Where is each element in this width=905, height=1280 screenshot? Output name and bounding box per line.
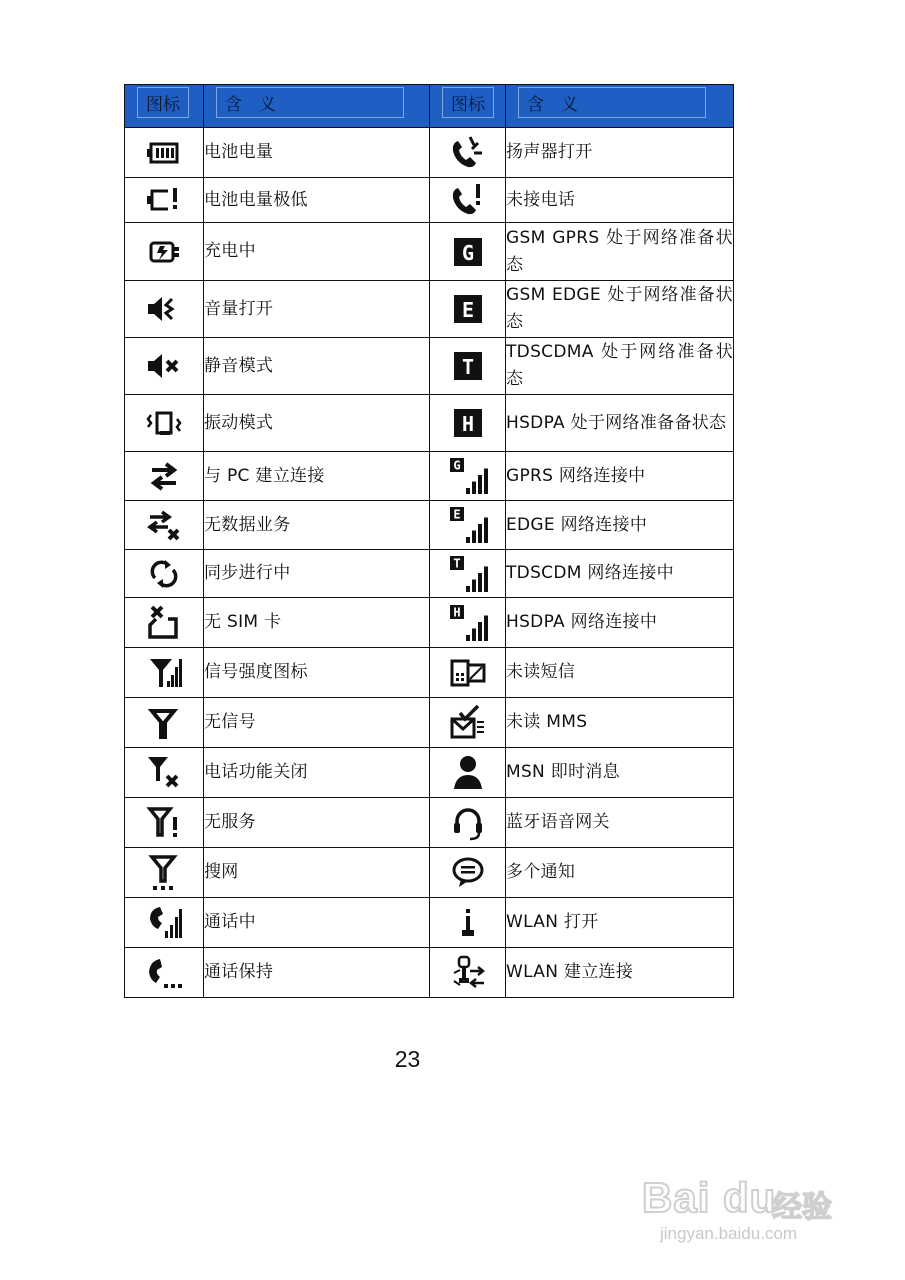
watermark-brand: Bai du (642, 1174, 777, 1221)
icon-meaning: 静音模式 (204, 338, 430, 395)
table-row (125, 338, 734, 395)
svg-text:G: G (452, 458, 461, 473)
svg-text:H: H (461, 412, 474, 436)
icon-cell (430, 223, 506, 281)
icon-cell (430, 281, 506, 338)
icon-meaning: 蓝牙语音网关 (506, 798, 734, 848)
table-row (125, 550, 734, 598)
icon-cell (125, 550, 204, 598)
gprs-signal-icon (448, 456, 488, 496)
icon-cell (125, 748, 204, 798)
icon-cell (430, 648, 506, 698)
wlan-on-icon (448, 903, 488, 943)
no-signal-icon (144, 703, 184, 743)
icon-cell (430, 848, 506, 898)
no-service-icon (144, 803, 184, 843)
icon-cell (125, 501, 204, 550)
icon-cell (125, 281, 204, 338)
icon-cell (125, 395, 204, 452)
icon-cell (125, 338, 204, 395)
icon-meaning: 未接电话 (506, 178, 734, 223)
vibrate-icon (144, 403, 184, 443)
battery-full-icon (144, 133, 184, 173)
icon-meaning: 电池电量极低 (204, 178, 430, 223)
msn-icon (448, 753, 488, 793)
table-row (125, 598, 734, 648)
table-row (125, 452, 734, 501)
icon-cell (125, 948, 204, 998)
header-meaning-col-2: 含 义 (506, 85, 734, 128)
icon-cell (125, 798, 204, 848)
svg-text:H: H (452, 605, 461, 619)
icon-meaning: 电话功能关闭 (204, 748, 430, 798)
header-meaning-col-1: 含 义 (204, 85, 430, 128)
table-row (125, 128, 734, 178)
icon-meaning: WLAN 建立连接 (506, 948, 734, 998)
table-header-row (125, 85, 734, 128)
in-call-icon (144, 903, 184, 943)
header-icon-col-1: 图标 (125, 85, 204, 128)
table-row (125, 501, 734, 550)
no-data-icon (144, 505, 184, 545)
phone-off-icon (144, 753, 184, 793)
icon-meaning: 未读短信 (506, 648, 734, 698)
searching-network-icon (144, 853, 184, 893)
icon-cell (125, 178, 204, 223)
table-row (125, 178, 734, 223)
edge-e-icon (448, 289, 488, 329)
icon-meaning: 与 PC 建立连接 (204, 452, 430, 501)
multiple-notifications-icon (448, 853, 488, 893)
pc-connect-icon (144, 456, 184, 496)
icon-meaning: 通话保持 (204, 948, 430, 998)
icon-meaning: 搜网 (204, 848, 430, 898)
missed-call-icon (448, 180, 488, 220)
icon-meaning: GSM GPRS 处于网络准备状态 (506, 223, 734, 281)
table-row (125, 395, 734, 452)
icon-meaning: WLAN 打开 (506, 898, 734, 948)
icon-meaning: HSDPA 网络连接中 (506, 598, 734, 648)
icon-cell (430, 128, 506, 178)
speaker-on-icon (448, 133, 488, 173)
icon-cell (430, 748, 506, 798)
icon-meaning: 未读 MMS (506, 698, 734, 748)
icon-meaning: GSM EDGE 处于网络准备状态 (506, 281, 734, 338)
icon-cell (125, 848, 204, 898)
icon-meaning: 音量打开 (204, 281, 430, 338)
icon-cell (430, 395, 506, 452)
icon-cell (125, 452, 204, 501)
svg-text:E: E (461, 298, 474, 322)
tdscdm-signal-icon (448, 554, 488, 594)
table-row (125, 698, 734, 748)
icon-meaning: 无数据业务 (204, 501, 430, 550)
icon-cell (430, 598, 506, 648)
icon-cell (125, 648, 204, 698)
icon-cell (430, 501, 506, 550)
status-icon-table (124, 84, 734, 998)
icon-meaning: 无 SIM 卡 (204, 598, 430, 648)
icon-meaning: 电池电量 (204, 128, 430, 178)
watermark-url: jingyan.baidu.com (660, 1224, 798, 1243)
table-row (125, 798, 734, 848)
table-row (125, 948, 734, 998)
call-hold-icon (144, 953, 184, 993)
sync-icon (144, 554, 184, 594)
icon-cell (430, 452, 506, 501)
icon-meaning: GPRS 网络连接中 (506, 452, 734, 501)
svg-text:T: T (461, 355, 474, 379)
table-row (125, 848, 734, 898)
icon-cell (430, 338, 506, 395)
volume-on-icon (144, 289, 184, 329)
icon-meaning: 充电中 (204, 223, 430, 281)
icon-meaning: 无信号 (204, 698, 430, 748)
table-row (125, 648, 734, 698)
gprs-g-icon (448, 232, 488, 272)
icon-cell (430, 948, 506, 998)
page-number: 23 (394, 1046, 421, 1072)
svg-text:E: E (452, 507, 461, 522)
no-sim-icon (144, 603, 184, 643)
signal-strength-icon (144, 653, 184, 693)
icon-cell (125, 223, 204, 281)
edge-signal-icon (448, 505, 488, 545)
table-row (125, 898, 734, 948)
icon-cell (430, 178, 506, 223)
icon-meaning: EDGE 网络连接中 (506, 501, 734, 550)
icon-cell (430, 798, 506, 848)
mute-icon (144, 346, 184, 386)
baidu-jingyan-watermark (642, 1148, 882, 1248)
icon-cell (125, 598, 204, 648)
table-row (125, 281, 734, 338)
icon-meaning: 振动模式 (204, 395, 430, 452)
table-row (125, 748, 734, 798)
svg-text:G: G (461, 240, 474, 265)
icon-meaning: TDSCDM 网络连接中 (506, 550, 734, 598)
icon-cell (125, 128, 204, 178)
icon-cell (430, 898, 506, 948)
icon-meaning: 无服务 (204, 798, 430, 848)
bluetooth-headset-icon (448, 803, 488, 843)
icon-meaning: 信号强度图标 (204, 648, 430, 698)
unread-sms-icon (448, 653, 488, 693)
charging-icon (144, 232, 184, 272)
icon-meaning: 同步进行中 (204, 550, 430, 598)
icon-meaning: 扬声器打开 (506, 128, 734, 178)
hsdpa-h-icon (448, 403, 488, 443)
tdscdma-t-icon (448, 346, 488, 386)
table-row (125, 223, 734, 281)
battery-very-low-icon (144, 180, 184, 220)
icon-meaning: 多个通知 (506, 848, 734, 898)
hsdpa-signal-icon (448, 603, 488, 643)
watermark-brand-cn: 经验 (772, 1190, 832, 1225)
unread-mms-icon (448, 703, 488, 743)
wlan-connecting-icon (448, 953, 488, 993)
icon-meaning: MSN 即时消息 (506, 748, 734, 798)
icon-cell (125, 898, 204, 948)
icon-meaning: TDSCDMA 处于网络准备状态 (506, 338, 734, 395)
icon-meaning: HSDPA 处于网络准备备状态 (506, 395, 734, 452)
icon-cell (125, 698, 204, 748)
icon-cell (430, 698, 506, 748)
header-icon-col-2: 图标 (430, 85, 506, 128)
icon-meaning: 通话中 (204, 898, 430, 948)
svg-text:T: T (452, 556, 461, 570)
icon-cell (430, 550, 506, 598)
